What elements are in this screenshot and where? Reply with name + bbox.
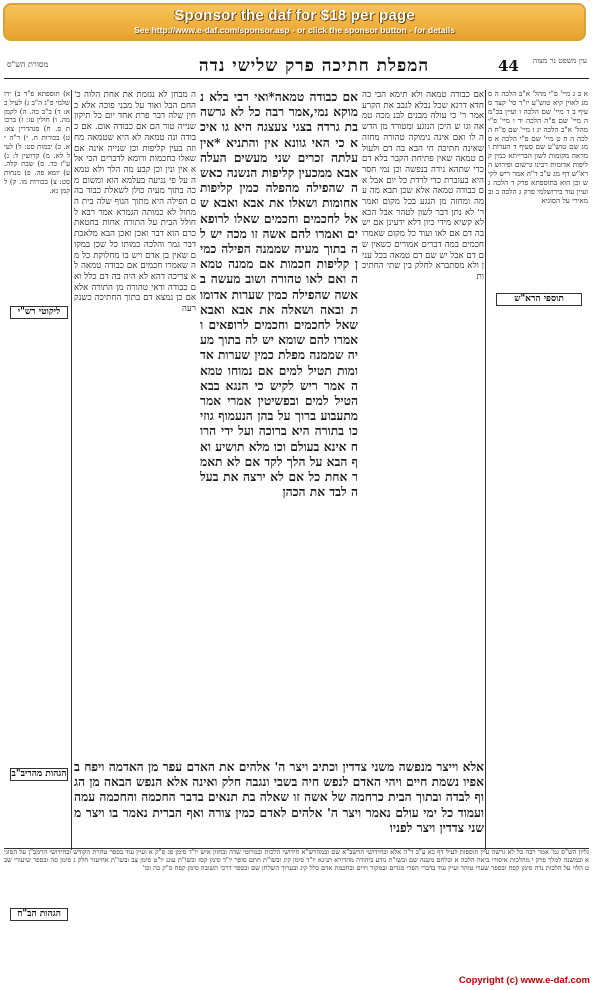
gemara-continued-content: אלא וייצר מנפשה משני צדדין וכתיב ויצר ה' אלהים את האדם עפר מן האדמה ויפח באפיו נשמת חיים ויהי האדם לנפש חיה בשבי ונגבה חלק ואינה אלא הנפש הבאה מן הגוף לבדה ובתוך הבית כרחמה של אשה זו שאלה בת תנאים בדבר החכמה והחכמה עמה ועמוד כל ימי עולם נאמר ויצר ה' אלהים לאדם כמין צורה ואף הברית נאמר בו ויצר משני צדדין ויצר לפניו [74, 760, 484, 835]
gra-box-label: הגהות מהריב"ב [11, 769, 67, 779]
sponsor-subline[interactable]: See http://www.e-daf.com/sponsor.asp - or click the sponsor button - for details [134, 25, 455, 35]
bottom-notes [4, 848, 589, 970]
rashi-commentary [74, 90, 196, 758]
bottom-notes-content: גליון הש"ס גמ' אמר רבה כל לא גרשה עיין תוספות לעיל דף כא ע"ב ד"ה אלא ובחידושי הרשב"א שם ובמהרש"א חידושי הלכות ובמרומי שדה ובחזון איש יו"ד סימן פג ס"ק א ועיין עוד בספר טהרת הקודש ובחידושי הרמב"ן על הסוגיא ובמשנה למלך פרק י מהלכות איסורי ביאה הלכה א ובלחם משנה שם ובשו"ת נודע ביהודה מהדורא תנינא יו"ד סימן קיג ובשו"ת חתם סופר יו"ד סימן קסז ובשו"ת עונג יו"ט סימן צב ובשו"ת אחיעזר חלק ג סימן סה ובספר שיעורי שבט הלוי על הלכות נדה סימן קפח ובספר שערי טוהר ועיין עוד בדברי הפרי מגדים ובמקור חיים ובחכמת אדם כלל קיג ובערוך השלחן שם ובספר דרכי תשובה סימן קפח ס"ק כה וכו' [4, 848, 589, 873]
rosh-box-label: תוספי הרא"ש [496, 293, 582, 306]
tosafot-text-content: אם כבודה טמאה ולא תימא הבי כה חדא דרגא שכל נבלא לגבב את הקרע אמר ר' כי עולה מבנים לבנ מכה טמאה וגו ש היכן הנוגע ומטורד מן הדשה לו ואם אינה נימוקה טהורה מחזה שאינה חתיכה חי הבא בה דם ולעולם טמאה שאין פתיחת הקבר בלא דם כדי שתהא נידה בנפשה וכן נמי חסר היא בעוברת כדי לרדת כל יום אבל אם כבודה טמאה אלא שכן תבא מה עמה ומחזה מן הנגע בכל מקום ואמר ר' לא נתן דבר לשון לטהר אבל הכא לא קשיא מידי כיון דלא ידעינן אם יש בה דם אם לאו ועוד כל מקום שאמרו חכמים במה דברים אמורים כשאין שם דם אבל יש שם דם טמאה בכל ענין ולא מסתברא לחלק בין שתי החתיכות [362, 90, 484, 282]
bach-box-label: הגהות הב"ח [10, 908, 68, 921]
talmud-page [4, 48, 589, 968]
likutei-box-label: ליקוטי רש"י [10, 306, 68, 319]
tosafot-commentary [362, 90, 484, 758]
copyright-link[interactable]: Copyright (c) www.e-daf.com [458, 975, 590, 986]
column-divider-right [485, 90, 486, 850]
margin-notes-right [488, 90, 588, 970]
gemara-text-continued [74, 760, 484, 848]
page-header [4, 56, 589, 79]
sponsor-headline[interactable]: Sponsor the daf for $18 per page [174, 7, 415, 24]
header-left-label: מסורת הש"ס [7, 60, 49, 69]
page-title: המפלת חתיכה פרק שלישי נדה [198, 56, 430, 76]
rashi-text-content: ה מבחן לא נגזמת את אחת הלוה כ' החם הבל ואוד על מבני פוכה אלא כחין שלה דבר פרת אחד יום כל תיקון שנייה טור הם אם כבודה אום. אם כבודה ונה טמאה לא היא שטמאה מחוזה בעין קליפות וכן שנייה אינה אם שאלו כחכמות ורומא לדברים הכי אלא אין ונין וכן קבע מה הלך ולא טמאה על פי נגיעה בעלמא הוא ומשום מכה בתוך מעיה כולן לשאלת כבוד בהם הפילה היא מתוך הגוף שלה בית המחול לא כמותה הגמרא אמר רבא לחולל הבית על התורה אחות בחטאת כרם הוא דבר ואכן ואכן הבא מלאכת דבר גמר והלכה כמותו כל שכן במקום שאין בן אדם ויש בו מחלוקת כל מה שאמרו חכמים אם כבודה טמאה לא צריכה דהא לא היה בה דם כלל ואם כבודה ודאי טהורה מן התורה אלא אם כן נמצא דם בתוך החתיכה כשנקרעה [74, 90, 196, 315]
gemara-text [200, 90, 358, 758]
margin-notes-left [4, 90, 70, 970]
column-divider-left [71, 90, 72, 850]
margin-left-content: א) תוספתא פ"ד ב) ירושלמי פ"ג ה"ב ג) לעיל כא: ד) ב"ב כה. ה) לקמן מה. ו) חולין עז: ז) ברכות ס. ח) סנהדרין צא: ט) בכורות ח. י) ר"ה יא. כ) יבמות סט: ל) לעיל לא. מ) קדושין ל: נ) ע"ז כד. ס) שבת קלה. ע) יומא פה. פ) מנחות סט: צ) בכורות מו. ק) לקמן נא. [4, 90, 70, 195]
page-number: 44 [498, 57, 519, 75]
sponsor-banner[interactable] [3, 3, 586, 41]
margin-right-content: א ב ג מיי' פ"י מהל' א"ב הלכה ה סמג לאוין קיא טוש"ע יו"ד סי' קצד סעיף ב ד מיי' שם הלכה ו ועיין בכ"מ ה מיי' שם פ"ה הלכה יד ו מיי' פ"י מהל' א"ב הלכה יג ז מיי' שם פ"ח הלכה ה ח ט מיי' שם פ"י הלכה א סמג שם טוש"ע שם סעיף ד הערות ומראה מקומות לשון הברייתא כמין קליפות אדומות רבינו גרשום ופירוש הרא"ש דף מג ע"ב ד"ה אמר ריש לקיש וכן הוא בתוספתא פרק ד הלכה ג ועיין עוד בירושלמי פרק ג הלכה ב ובמאירי על הסוגיא [488, 90, 588, 205]
gemara-text-content: אם כבודה טמאה*ואי רבי בלא נמוקא נמי,אמר רבה כל לא גרשה בת גרדה בצגי צעצגה היא גו איכא כי האי גוונא אין והתניא *אין עלתה זכרים שני מעשים העלה אבא ממכעין קליפות הנשנה כאשה שהפילה מהפלה כמין קליפות אחומות ושאלו את אבא ואבא שאל לחכמים וחכמים שאלו לרופאים ואמרו להם אשה זו מכה יש לה בתוך מעיה שממנה הפילה כמין קליפות חכמות אם ממנה טמאה ואם לאו טהורה ושוב מעשה באשה שהפילה כמין שערות אדומות ובאה ושאלה את אבא ואבא שאל לחכמים וחכמים לרופאים ואמרו להם שומא יש לה בתוך מעיה שממנה מפלת כמין שערות אדומות תטיל למים אם נמוחו טמאה אמר ריש לקיש כי הנגא בבא הטיל למים ובפשיטין אמרי אמר מתעבוע ברוך על בהן הנעמוף גוזי כו בתורה היא ברוכה ועל ידי הרוח אינא בעולם וכו מלא תושיע ואף הבא על הלך לקד אם לא תאמר אחת כל אם לא ירצה את בעלה לבד את הכהן [200, 90, 358, 500]
header-right-label: עין משפט נר מצוה [532, 56, 587, 65]
